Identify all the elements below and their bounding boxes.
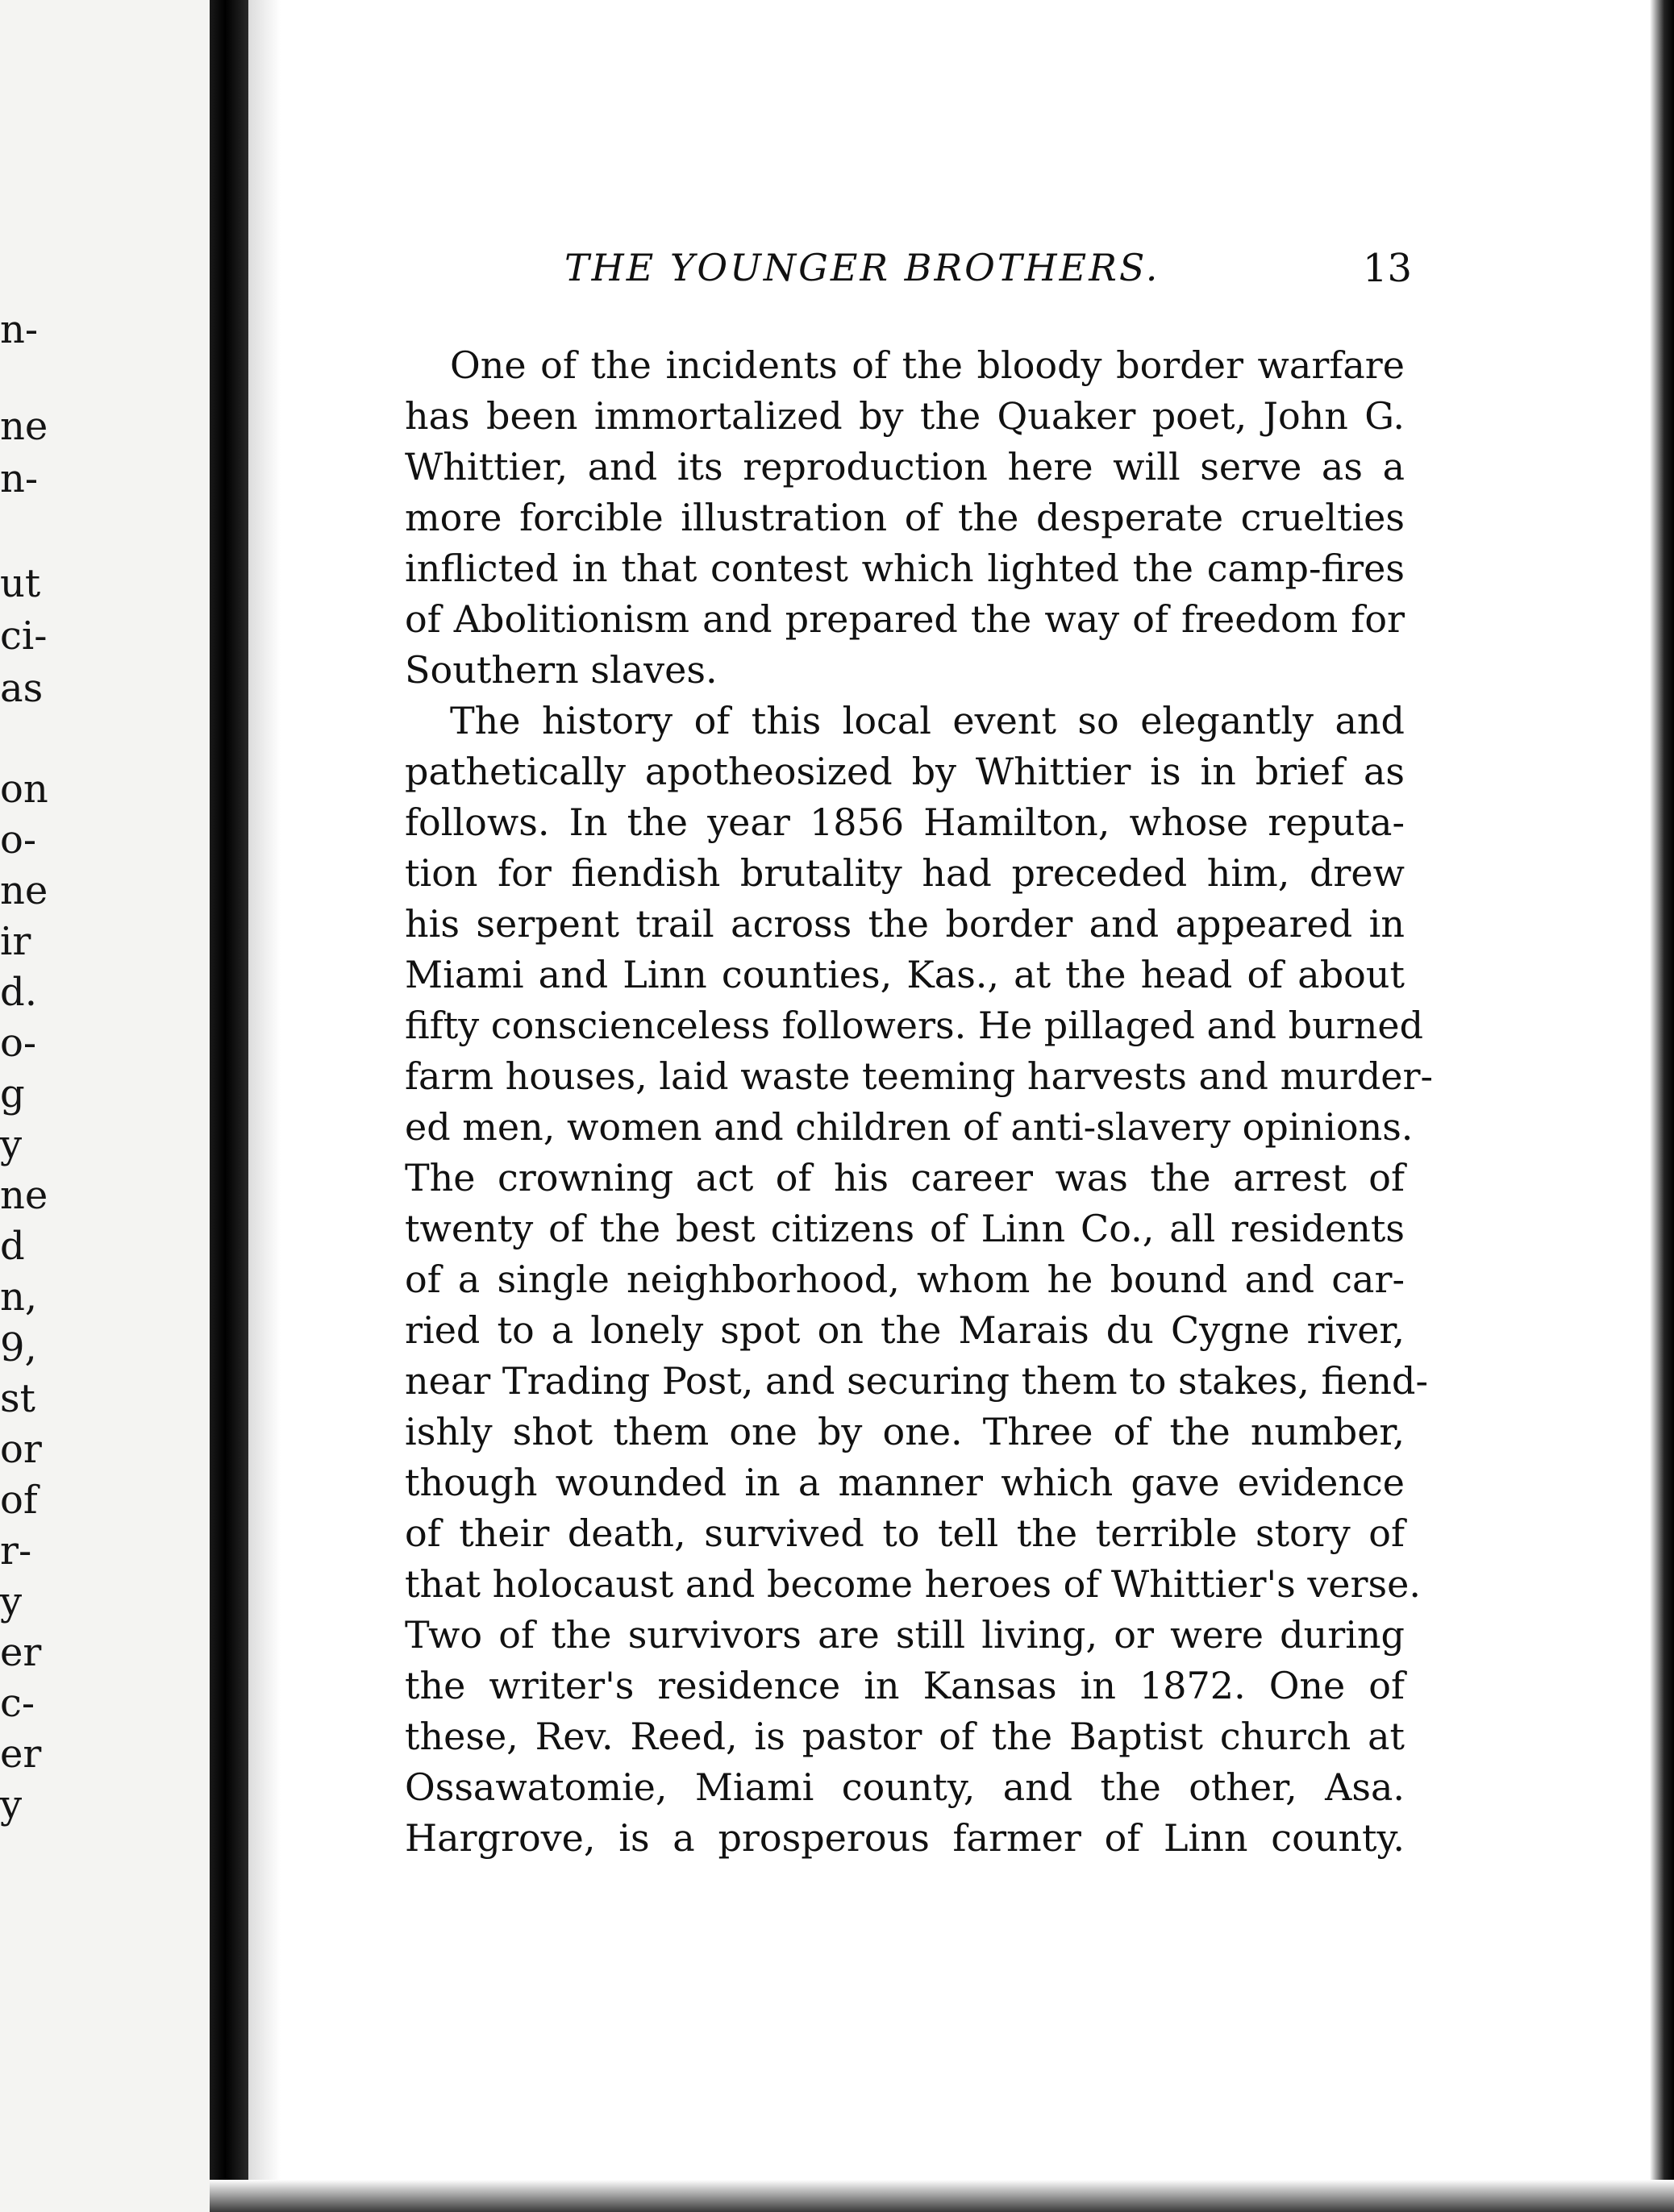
facing-page-line-fragment: y: [0, 1122, 23, 1167]
page-number: 13: [1363, 246, 1413, 291]
facing-page-line-fragment: 9,: [0, 1325, 37, 1370]
text-line: inflicted in that contest which lighted the camp-fires: [405, 547, 1405, 590]
text-line: pathetically apotheosized by Whittier is in brief as: [405, 750, 1405, 793]
facing-page-line-fragment: ci-: [0, 613, 48, 659]
text-line: The history of this local event so elegantly and: [450, 699, 1405, 742]
text-line: ed men, women and children of anti-slavery opinions.: [405, 1105, 1414, 1149]
facing-page-line-fragment: n-: [0, 456, 39, 501]
facing-page-line-fragment: st: [0, 1376, 35, 1421]
facing-page-line-fragment: ne: [0, 1173, 48, 1218]
text-line: these, Rev. Reed, is pastor of the Baptist church at: [405, 1715, 1405, 1758]
facing-page-line-fragment: o-: [0, 1021, 37, 1066]
text-line: of a single neighborhood, whom he bound and car-: [405, 1258, 1405, 1301]
facing-page-line-fragment: as: [0, 666, 44, 711]
text-line: Southern slaves.: [405, 648, 718, 692]
text-line: more forcible illustration of the desperate cruelties: [405, 496, 1405, 539]
facing-page-line-fragment: ne: [0, 404, 48, 449]
text-line: ishly shot them one by one. Three of the number,: [405, 1410, 1405, 1453]
facing-page-line-fragment: n-: [0, 307, 39, 352]
facing-page-line-fragment: er: [0, 1630, 42, 1675]
gutter-shadow: [248, 0, 281, 2212]
text-line: though wounded in a manner which gave evidence: [405, 1461, 1405, 1504]
text-line: that holocaust and become heroes of Whittier's verse.: [405, 1562, 1421, 1606]
text-line: One of the incidents of the bloody border warfare: [450, 343, 1405, 387]
facing-page-line-fragment: or: [0, 1427, 42, 1472]
text-line: the writer's residence in Kansas in 1872. One of: [405, 1664, 1405, 1707]
page-right-edge: [1650, 0, 1674, 2212]
text-line: Ossawatomie, Miami county, and the other, Asa.: [405, 1765, 1405, 1809]
text-line: Miami and Linn counties, Kas., at the head of about: [405, 953, 1405, 996]
text-line: ried to a lonely spot on the Marais du Cygne river,: [405, 1308, 1405, 1352]
text-line: Two of the survivors are still living, or were during: [405, 1613, 1405, 1657]
facing-page-line-fragment: r-: [0, 1528, 32, 1574]
text-line: his serpent trail across the border and appeared in: [405, 902, 1405, 946]
text-line: has been immortalized by the Quaker poet, John G.: [405, 394, 1405, 438]
facing-page-line-fragment: o-: [0, 817, 37, 863]
text-line: of their death, survived to tell the terrible story of: [405, 1511, 1405, 1555]
facing-page-line-fragment: of: [0, 1478, 38, 1523]
facing-page-line-fragment: ir: [0, 919, 31, 964]
text-line: near Trading Post, and securing them to stakes, fiend-: [405, 1359, 1429, 1403]
facing-page-line-fragment: ne: [0, 868, 48, 913]
facing-page-fragment: [0, 0, 210, 2212]
text-line: tion for fiendish brutality had preceded him, drew: [405, 851, 1405, 895]
facing-page-line-fragment: d: [0, 1224, 25, 1269]
running-title: THE YOUNGER BROTHERS.: [564, 246, 1160, 289]
text-line: follows. In the year 1856 Hamilton, whose reputa-: [405, 800, 1405, 844]
facing-page-line-fragment: c-: [0, 1681, 35, 1726]
facing-page-line-fragment: y: [0, 1782, 23, 1827]
facing-page-line-fragment: er: [0, 1732, 42, 1777]
book-gutter: [210, 0, 248, 2212]
facing-page-line-fragment: on: [0, 767, 48, 812]
text-line: farm houses, laid waste teeming harvests and murder-: [405, 1054, 1434, 1098]
text-line: twenty of the best citizens of Linn Co., all residents: [405, 1207, 1405, 1250]
running-header: [403, 246, 1419, 302]
facing-page-line-fragment: ut: [0, 561, 41, 606]
page-bottom-edge: [210, 2180, 1674, 2212]
text-line: The crowning act of his career was the arrest of: [405, 1156, 1405, 1200]
text-line: Whittier, and its reproduction here will serve as a: [405, 445, 1405, 489]
facing-page-line-fragment: n,: [0, 1274, 38, 1320]
text-line: Hargrove, is a prosperous farmer of Linn county.: [405, 1816, 1405, 1860]
facing-page-line-fragment: d.: [0, 970, 37, 1015]
text-line: fifty conscienceless followers. He pillaged and burned: [405, 1004, 1424, 1047]
facing-page-line-fragment: y: [0, 1579, 23, 1624]
body-text: [405, 340, 1434, 1864]
facing-page-line-fragment: g: [0, 1071, 25, 1116]
text-line: of Abolitionism and prepared the way of freedom for: [405, 597, 1405, 641]
